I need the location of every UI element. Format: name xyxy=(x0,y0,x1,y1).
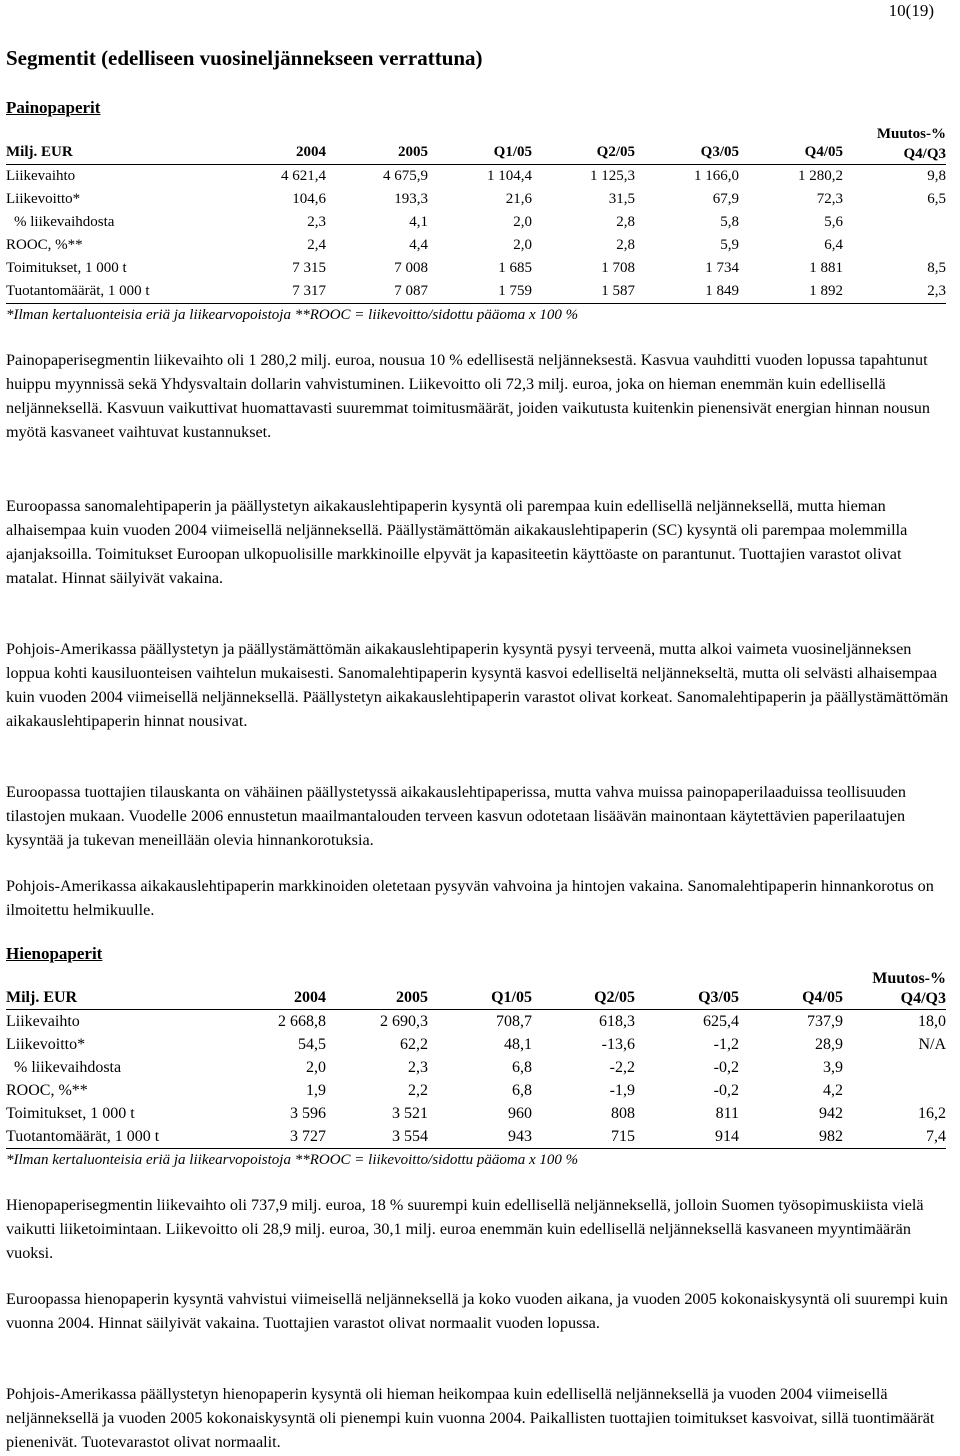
cell-value: -13,6 xyxy=(601,1036,635,1053)
cell-value: 48,1 xyxy=(504,1036,532,1053)
cell-change: 2,3 xyxy=(843,280,946,304)
cell-change xyxy=(843,1079,946,1102)
paragraph: Painopaperisegmentin liikevaihto oli 1 280,2 milj. euroa, nousua 10 % edellisestä neljänneksestä. Kasvua vauhditti vuoden lopussa tapahtunut huippu myynnissä sekä Yhdysvaltain dollarin vahvistuminen. Liikevoitto oli 72,3 milj. euroa, joka on hieman enemmän kuin edellisellä neljänneksellä. Kasvuun vaikuttivat huomattavasti suuremmat toimitusmäärät, joiden vaikutusta kuitenkin pienensivät energian hinnan nousun myötä kasvaneet vaihtuvat kustannukset. xyxy=(6,351,930,441)
cell-value: 21,6 xyxy=(505,191,532,207)
table-row xyxy=(6,1102,946,1125)
row-label: Tuotantomäärät, 1 000 t xyxy=(6,1125,238,1149)
cell-value: 960 xyxy=(508,1105,532,1122)
paragraph: Pohjois-Amerikassa päällystetyn ja päällystämättömän aikakauslehtipaperin kysyntä pysyi terveenä, mutta alkoi vaimeta vuosineljänneksen loppua kohti kausiluonteisen vaihtelun mukaisesti. Sanomalehtipaperin kysyntä kasvoi edelliseltä neljännekseltä, mutta oli selvästi alhaisempaa kuin vuoden 2004 viimeisellä neljänneksellä. Päällystetyn aikakauslehtipaperin varastot olivat korkeat. Sanomalehtipaperin ja päällystämättömän aikakauslehtipaperin hinnat nousivat. xyxy=(6,640,949,730)
cell-value: 5,9 xyxy=(720,237,739,253)
cell-change: 6,5 xyxy=(927,191,946,207)
cell-value: -1,2 xyxy=(713,1036,739,1053)
paragraph: Pohjois-Amerikassa päällystetyn hienopaperin kysyntä oli hieman heikompaa kuin edellisellä neljänneksellä ja vuoden 2004 viimeisellä neljänneksellä ja vuoden 2005 kokonaiskysyntä oli pienempi kuin vuonna 2004. Paikallisten tuottajien toimitukset kasvoivat, sillä tuontimäärät pienenivät. Tuotevarastot olivat normaalit. xyxy=(6,1385,935,1451)
paragraph: Euroopassa hienopaperin kysyntä vahvistui viimeisellä neljänneksellä ja koko vuoden aikana, ja vuoden 2005 kokonaiskysyntä oli suurempi kuin vuonna 2004. Hinnat säilyivät vakaina. Tuottajien varastot olivat normaalit vuoden lopussa. xyxy=(6,1290,948,1332)
row-label: Tuotantomäärät, 1 000 t xyxy=(6,280,238,304)
painopaperit-table xyxy=(6,124,946,304)
row-label: Toimitukset, 1 000 t xyxy=(6,260,127,276)
header-label: Milj. EUR xyxy=(6,124,238,165)
table-header-row xyxy=(6,124,946,165)
hienopaperit-table xyxy=(6,969,946,1149)
row-label: % liikevaihdosta xyxy=(14,214,115,230)
paragraph: Pohjois-Amerikassa aikakauslehtipaperin markkinoiden oletetaan pysyvän vahvoina ja hintojen vakaina. Sanomalehtipaperin hinnankorotus on ilmoitettu helmikuulle. xyxy=(6,877,934,919)
header-col-q1: Q1/05 xyxy=(428,969,532,1010)
cell-value: 6,4 xyxy=(824,237,843,253)
header-change-bottom: Q4/Q3 xyxy=(900,990,946,1007)
cell-value: 4,2 xyxy=(823,1082,843,1099)
header-col-q2: Q2/05 xyxy=(532,969,635,1010)
cell-value: -0,2 xyxy=(713,1059,739,1076)
cell-value: 4,1 xyxy=(409,214,428,230)
cell-value: 193,3 xyxy=(394,191,428,207)
cell-value: 2 690,3 xyxy=(380,1013,428,1030)
cell-change: N/A xyxy=(918,1036,946,1053)
cell-value: 1 587 xyxy=(532,280,635,304)
header-col-q2: Q2/05 xyxy=(532,124,635,165)
cell-value: 808 xyxy=(611,1105,635,1122)
row-label: Toimitukset, 1 000 t xyxy=(6,1105,135,1122)
cell-value: 3 596 xyxy=(290,1105,326,1122)
table-row xyxy=(6,1079,946,1102)
header-col-change xyxy=(843,969,946,1010)
cell-value: 5,8 xyxy=(720,214,739,230)
cell-change xyxy=(843,211,946,234)
cell-change: 16,2 xyxy=(918,1105,946,1122)
cell-value: 1 849 xyxy=(635,280,739,304)
cell-value: 618,3 xyxy=(599,1013,635,1030)
page-title: Segmentit (edelliseen vuosineljännekseen verrattuna) xyxy=(6,46,483,70)
cell-value: 72,3 xyxy=(816,191,843,207)
cell-value: 5,6 xyxy=(824,214,843,230)
cell-value: -0,2 xyxy=(713,1082,739,1099)
cell-value: 3 521 xyxy=(392,1105,428,1122)
header-col-2005: 2005 xyxy=(326,969,428,1010)
cell-value: 2,2 xyxy=(408,1082,428,1099)
cell-change: 7,4 xyxy=(843,1125,946,1149)
cell-value: 7 008 xyxy=(394,260,428,276)
section-heading-hienopaperit: Hienopaperit xyxy=(6,944,103,963)
table-header-row xyxy=(6,969,946,1010)
section-heading-painopaperit: Painopaperit xyxy=(6,98,101,117)
table-row xyxy=(6,1056,946,1079)
header-col-q3: Q3/05 xyxy=(635,124,739,165)
cell-value: 715 xyxy=(532,1125,635,1149)
cell-value: 67,9 xyxy=(712,191,739,207)
cell-value: 1 734 xyxy=(705,260,739,276)
table-row xyxy=(6,188,946,211)
table-row xyxy=(6,1033,946,1056)
paragraph: Hienopaperisegmentin liikevaihto oli 737,9 milj. euroa, 18 % suurempi kuin edellisellä neljänneksellä, jolloin Suomen työsopimuskiista vielä vaikutti liiketoimintaan. Liikevoitto oli 28,9 milj. euroa, 30,1 milj. euroa enemmän kuin edellisellä neljänneksellä kasvaneen myyntimäärän vuoksi. xyxy=(6,1196,924,1262)
cell-value: 7 317 xyxy=(238,280,326,304)
cell-change xyxy=(843,234,946,257)
cell-value: -2,2 xyxy=(609,1059,635,1076)
cell-value: 943 xyxy=(428,1125,532,1149)
table-row xyxy=(6,280,946,304)
cell-value: 1 708 xyxy=(601,260,635,276)
cell-value: 1 125,3 xyxy=(590,168,635,184)
header-col-q4: Q4/05 xyxy=(739,124,843,165)
row-label: ROOC, %** xyxy=(6,1082,88,1099)
header-change-top: Muutos-% xyxy=(872,970,946,987)
cell-value: 6,8 xyxy=(512,1059,532,1076)
cell-value: 1 892 xyxy=(739,280,843,304)
cell-value: 6,8 xyxy=(512,1082,532,1099)
cell-value: 2,3 xyxy=(307,214,326,230)
cell-value: 1 759 xyxy=(428,280,532,304)
cell-value: 7 087 xyxy=(326,280,428,304)
cell-value: 625,4 xyxy=(703,1013,739,1030)
cell-value: 3,9 xyxy=(823,1059,843,1076)
cell-value: 2,0 xyxy=(513,214,532,230)
paragraph: Euroopassa sanomalehtipaperin ja päällystetyn aikakauslehtipaperin kysyntä oli parempaa kuin edellisellä neljänneksellä, mutta hieman alhaisempaa kuin vuoden 2004 viimeisellä neljänneksellä. Päällystämättömän aikakauslehtipaperin (SC) kysyntä oli parempaa molemmilla ajanjaksoilla. Toimitukset Euroopan ulkopuolisille markkinoille elpyvät ja kapasiteetin käyttöaste on parantunut. Tuottajien varastot olivat matalat. Hinnat säilyivät vakaina. xyxy=(6,497,908,587)
header-change-top: Muutos-% xyxy=(876,126,946,142)
table-row xyxy=(6,257,946,280)
cell-value: 31,5 xyxy=(608,191,635,207)
cell-value: 1 166,0 xyxy=(694,168,739,184)
cell-value: 4,4 xyxy=(409,237,428,253)
cell-value: 737,9 xyxy=(807,1013,843,1030)
cell-value: 811 xyxy=(715,1105,739,1122)
cell-value: 1 104,4 xyxy=(487,168,532,184)
cell-value: 1 881 xyxy=(809,260,843,276)
cell-value: 4 675,9 xyxy=(383,168,428,184)
cell-value: 3 554 xyxy=(326,1125,428,1149)
header-change-bottom: Q4/Q3 xyxy=(903,146,946,162)
header-label: Milj. EUR xyxy=(6,969,238,1010)
cell-value: 1 685 xyxy=(498,260,532,276)
cell-value: 914 xyxy=(635,1125,739,1149)
cell-change xyxy=(843,1056,946,1079)
cell-value: 1 280,2 xyxy=(798,168,843,184)
row-label: Liikevaihto xyxy=(6,1013,80,1030)
table-row xyxy=(6,165,946,189)
header-col-2004: 2004 xyxy=(238,124,326,165)
header-col-2004: 2004 xyxy=(238,969,326,1010)
cell-value: 2,3 xyxy=(408,1059,428,1076)
cell-value: 2,0 xyxy=(513,237,532,253)
cell-value: 708,7 xyxy=(496,1013,532,1030)
cell-value: 2,8 xyxy=(616,237,635,253)
cell-value: 3 727 xyxy=(238,1125,326,1149)
cell-value: 2,0 xyxy=(306,1059,326,1076)
paragraph: Euroopassa tuottajien tilauskanta on vähäinen päällystetyssä aikakauslehtipaperissa, mutta vahva muissa painopaperilaaduissa teollisuuden tilastojen mukaan. Vuodelle 2006 ennustetun maailmantalouden terveen kasvun odotetaan lisäävän mainontaan käytettävien paperilaatujen kysyntää ja tukevan meneillään olevia hinnankorotuksia. xyxy=(6,783,906,849)
cell-value: 4 621,4 xyxy=(281,168,326,184)
header-col-q3: Q3/05 xyxy=(635,969,739,1010)
table-footnote: *Ilman kertaluonteisia eriä ja liikearvopoistoja **ROOC = liikevoitto/sidottu pääoma x 100 % xyxy=(6,307,579,323)
header-col-q4: Q4/05 xyxy=(739,969,843,1010)
row-label: Liikevoitto* xyxy=(6,191,81,207)
header-col-2005: 2005 xyxy=(326,124,428,165)
cell-value: 7 315 xyxy=(292,260,326,276)
cell-value: 104,6 xyxy=(292,191,326,207)
table-row xyxy=(6,1125,946,1149)
cell-value: 28,9 xyxy=(815,1036,843,1053)
cell-value: 2,8 xyxy=(616,214,635,230)
cell-value: 1,9 xyxy=(306,1082,326,1099)
table-row xyxy=(6,234,946,257)
table-row xyxy=(6,211,946,234)
cell-change: 9,8 xyxy=(927,168,946,184)
row-label: Liikevoitto* xyxy=(6,1036,86,1053)
row-label: % liikevaihdosta xyxy=(14,1059,122,1076)
table-row xyxy=(6,1010,946,1034)
cell-value: -1,9 xyxy=(609,1082,635,1099)
cell-value: 2,4 xyxy=(307,237,326,253)
cell-value: 2 668,8 xyxy=(278,1013,326,1030)
table-footnote: *Ilman kertaluonteisia eriä ja liikearvopoistoja **ROOC = liikevoitto/sidottu pääoma x 100 % xyxy=(6,1152,579,1168)
page-number: 10(19) xyxy=(888,1,934,20)
cell-change: 18,0 xyxy=(918,1013,946,1030)
cell-change: 8,5 xyxy=(927,260,946,276)
cell-value: 54,5 xyxy=(298,1036,326,1053)
row-label: ROOC, %** xyxy=(6,237,83,253)
header-col-q1: Q1/05 xyxy=(428,124,532,165)
cell-value: 982 xyxy=(739,1125,843,1149)
cell-value: 942 xyxy=(819,1105,843,1122)
row-label: Liikevaihto xyxy=(6,168,76,184)
cell-value: 62,2 xyxy=(400,1036,428,1053)
header-col-change xyxy=(843,124,946,165)
